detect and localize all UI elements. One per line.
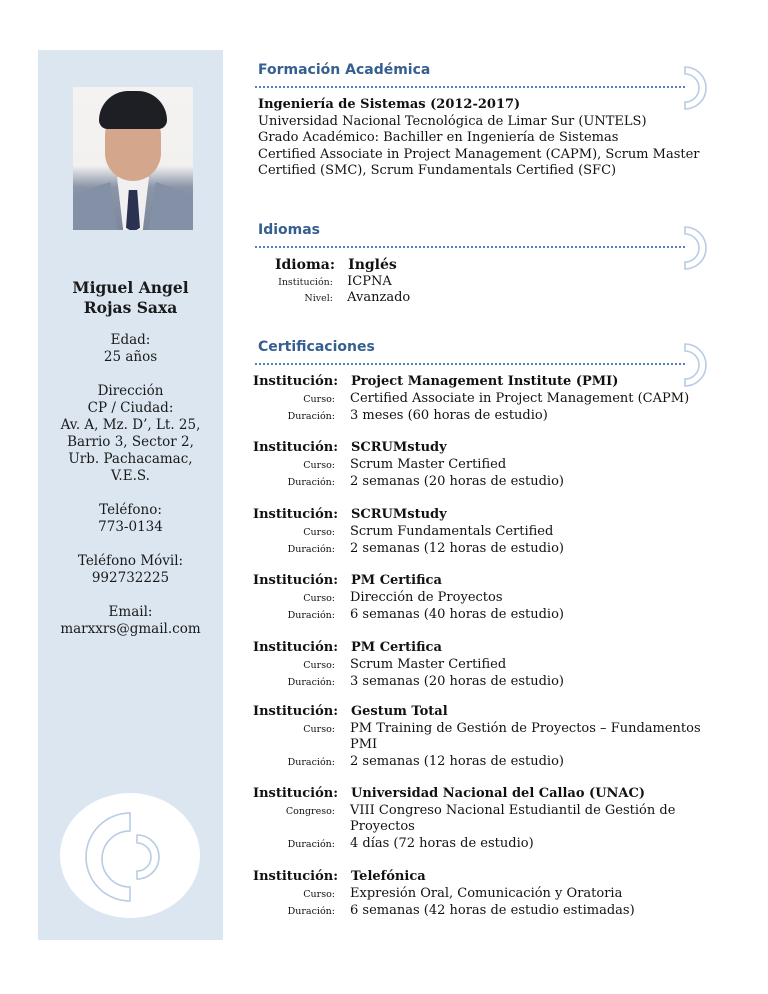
phone-value: 773-0134 — [98, 519, 163, 535]
duration-value: 3 semanas (20 horas de estudio) — [350, 674, 564, 690]
duration-value: 4 días (72 horas de estudio) — [350, 835, 534, 851]
email-value[interactable]: marxxrs@gmail.com — [60, 621, 201, 637]
language-value: Inglés — [348, 257, 397, 273]
mobile-label: Teléfono Móvil: — [77, 553, 184, 569]
section-title: Idiomas — [258, 222, 321, 238]
institution-value: Telefónica — [351, 869, 426, 884]
education-line: Grado Académico: Bachiller en Ingeniería de Sistemas — [258, 130, 619, 146]
duration-value: 6 semanas (40 horas de estudio) — [350, 607, 564, 623]
age-label: Edad: — [110, 332, 151, 348]
certification-entry — [253, 704, 723, 771]
language-label: Idioma: — [274, 257, 335, 273]
institution-label: Institución: — [253, 786, 339, 801]
duration-label: Duración: — [287, 756, 335, 768]
address-line: Av. A, Mz. D’, Lt. 25, — [60, 417, 201, 433]
course-value: Scrum Master Certified — [350, 456, 507, 472]
course-label: Curso: — [303, 393, 335, 405]
address-line: Barrio 3, Sector 2, — [67, 434, 194, 450]
institution-value: Universidad Nacional del Callao (UNAC) — [351, 786, 646, 801]
contact-info — [38, 332, 223, 655]
name-line-2: Rojas Saxa — [83, 298, 178, 317]
arc-decoration-icon — [683, 226, 713, 270]
duration-value: 3 meses (60 horas de estudio) — [350, 408, 548, 424]
institution-label: Institución: — [278, 277, 333, 288]
section-title: Formación Académica — [258, 62, 431, 78]
certification-entry — [253, 640, 723, 692]
duration-label: Duración: — [287, 610, 335, 622]
certification-entry — [253, 869, 723, 921]
duration-label: Duración: — [287, 411, 335, 423]
address-line: Urb. Pachacamac, — [68, 451, 193, 467]
course-label: Curso: — [303, 526, 335, 538]
logo-icon — [60, 793, 200, 918]
city-label: CP / Ciudad: — [87, 400, 174, 416]
education-line: Certified Associate in Project Management (CAPM), Scrum Master — [258, 146, 700, 162]
course-value: Expresión Oral, Comunicación y Oratoria — [350, 885, 623, 901]
education-line: Universidad Nacional Tecnológica de Limar Sur (UNTELS) — [258, 113, 647, 129]
dotted-divider — [255, 246, 685, 248]
dotted-divider — [255, 363, 685, 365]
course-value: Dirección de Proyectos — [350, 589, 503, 605]
name-line-1: Miguel Angel — [72, 278, 189, 297]
profile-photo — [73, 87, 193, 230]
institution-value: PM Certifica — [351, 640, 442, 655]
duration-label: Duración: — [287, 838, 335, 850]
certification-entry — [253, 786, 723, 853]
course-label: Curso: — [303, 888, 335, 900]
institution-value: Project Management Institute (PMI) — [351, 374, 619, 389]
institution-label: Institución: — [253, 374, 339, 389]
institution-label: Institución: — [253, 573, 339, 588]
duration-label: Duración: — [287, 906, 335, 918]
certification-entry — [253, 507, 723, 559]
email-label: Email: — [108, 604, 153, 620]
level-value: Avanzado — [347, 290, 411, 305]
section-title: Certificaciones — [258, 339, 375, 355]
institution-label: Institución: — [253, 640, 339, 655]
dotted-divider — [255, 86, 685, 88]
mobile-value: 992732225 — [91, 570, 170, 586]
course-value: Certified Associate in Project Management (CAPM) — [350, 390, 690, 406]
course-label: Curso: — [303, 723, 335, 735]
email-group — [38, 604, 223, 638]
institution-label: Institución: — [253, 440, 339, 455]
congress-label: Congreso: — [285, 805, 335, 817]
course-label: Curso: — [303, 459, 335, 471]
congress-value: VIII Congreso Nacional Estudiantil de Gestión de Proyectos — [350, 802, 676, 835]
phone-group — [38, 502, 223, 536]
duration-value: 2 semanas (12 horas de estudio) — [350, 753, 564, 769]
phone-label: Teléfono: — [99, 502, 162, 518]
institution-label: Institución: — [253, 507, 339, 522]
duration-label: Duración: — [287, 477, 335, 489]
level-label: Nivel: — [304, 293, 333, 304]
duration-label: Duración: — [287, 677, 335, 689]
education-block — [258, 97, 700, 180]
sidebar — [38, 50, 223, 940]
course-value: Scrum Master Certified — [350, 656, 507, 672]
language-institution-row — [253, 274, 392, 292]
course-value: Scrum Fundamentals Certified — [350, 523, 554, 539]
institution-value: Gestum Total — [351, 704, 448, 719]
language-level-row — [253, 290, 410, 308]
institution-label: Institución: — [253, 704, 339, 719]
mobile-group — [38, 553, 223, 587]
certification-entry — [253, 573, 723, 625]
address-label: Dirección — [97, 383, 164, 399]
age-group — [38, 332, 223, 366]
duration-value: 2 semanas (20 horas de estudio) — [350, 474, 564, 490]
course-label: Curso: — [303, 659, 335, 671]
institution-label: Institución: — [253, 869, 339, 884]
candidate-name — [38, 278, 223, 318]
course-label: Curso: — [303, 592, 335, 604]
course-value: PM Training de Gestión de Proyectos – Fundamentos PMI — [350, 720, 701, 753]
institution-value: ICPNA — [347, 274, 392, 289]
degree-title: Ingeniería de Sistemas (2012-2017) — [258, 97, 521, 112]
certification-entry — [253, 440, 723, 492]
institution-value: SCRUMstudy — [351, 507, 447, 522]
language-row — [253, 257, 397, 275]
address-group — [38, 383, 223, 485]
logo-circle — [60, 793, 200, 918]
certification-entry — [253, 374, 723, 426]
address-line: V.E.S. — [111, 468, 150, 484]
age-value: 25 años — [103, 349, 158, 365]
duration-label: Duración: — [287, 544, 335, 556]
education-line: Certified (SMC), Scrum Fundamentals Certified (SFC) — [258, 163, 617, 179]
institution-value: PM Certifica — [351, 573, 442, 588]
duration-value: 6 semanas (42 horas de estudio estimadas) — [350, 903, 635, 919]
institution-value: SCRUMstudy — [351, 440, 447, 455]
duration-value: 2 semanas (12 horas de estudio) — [350, 541, 564, 557]
